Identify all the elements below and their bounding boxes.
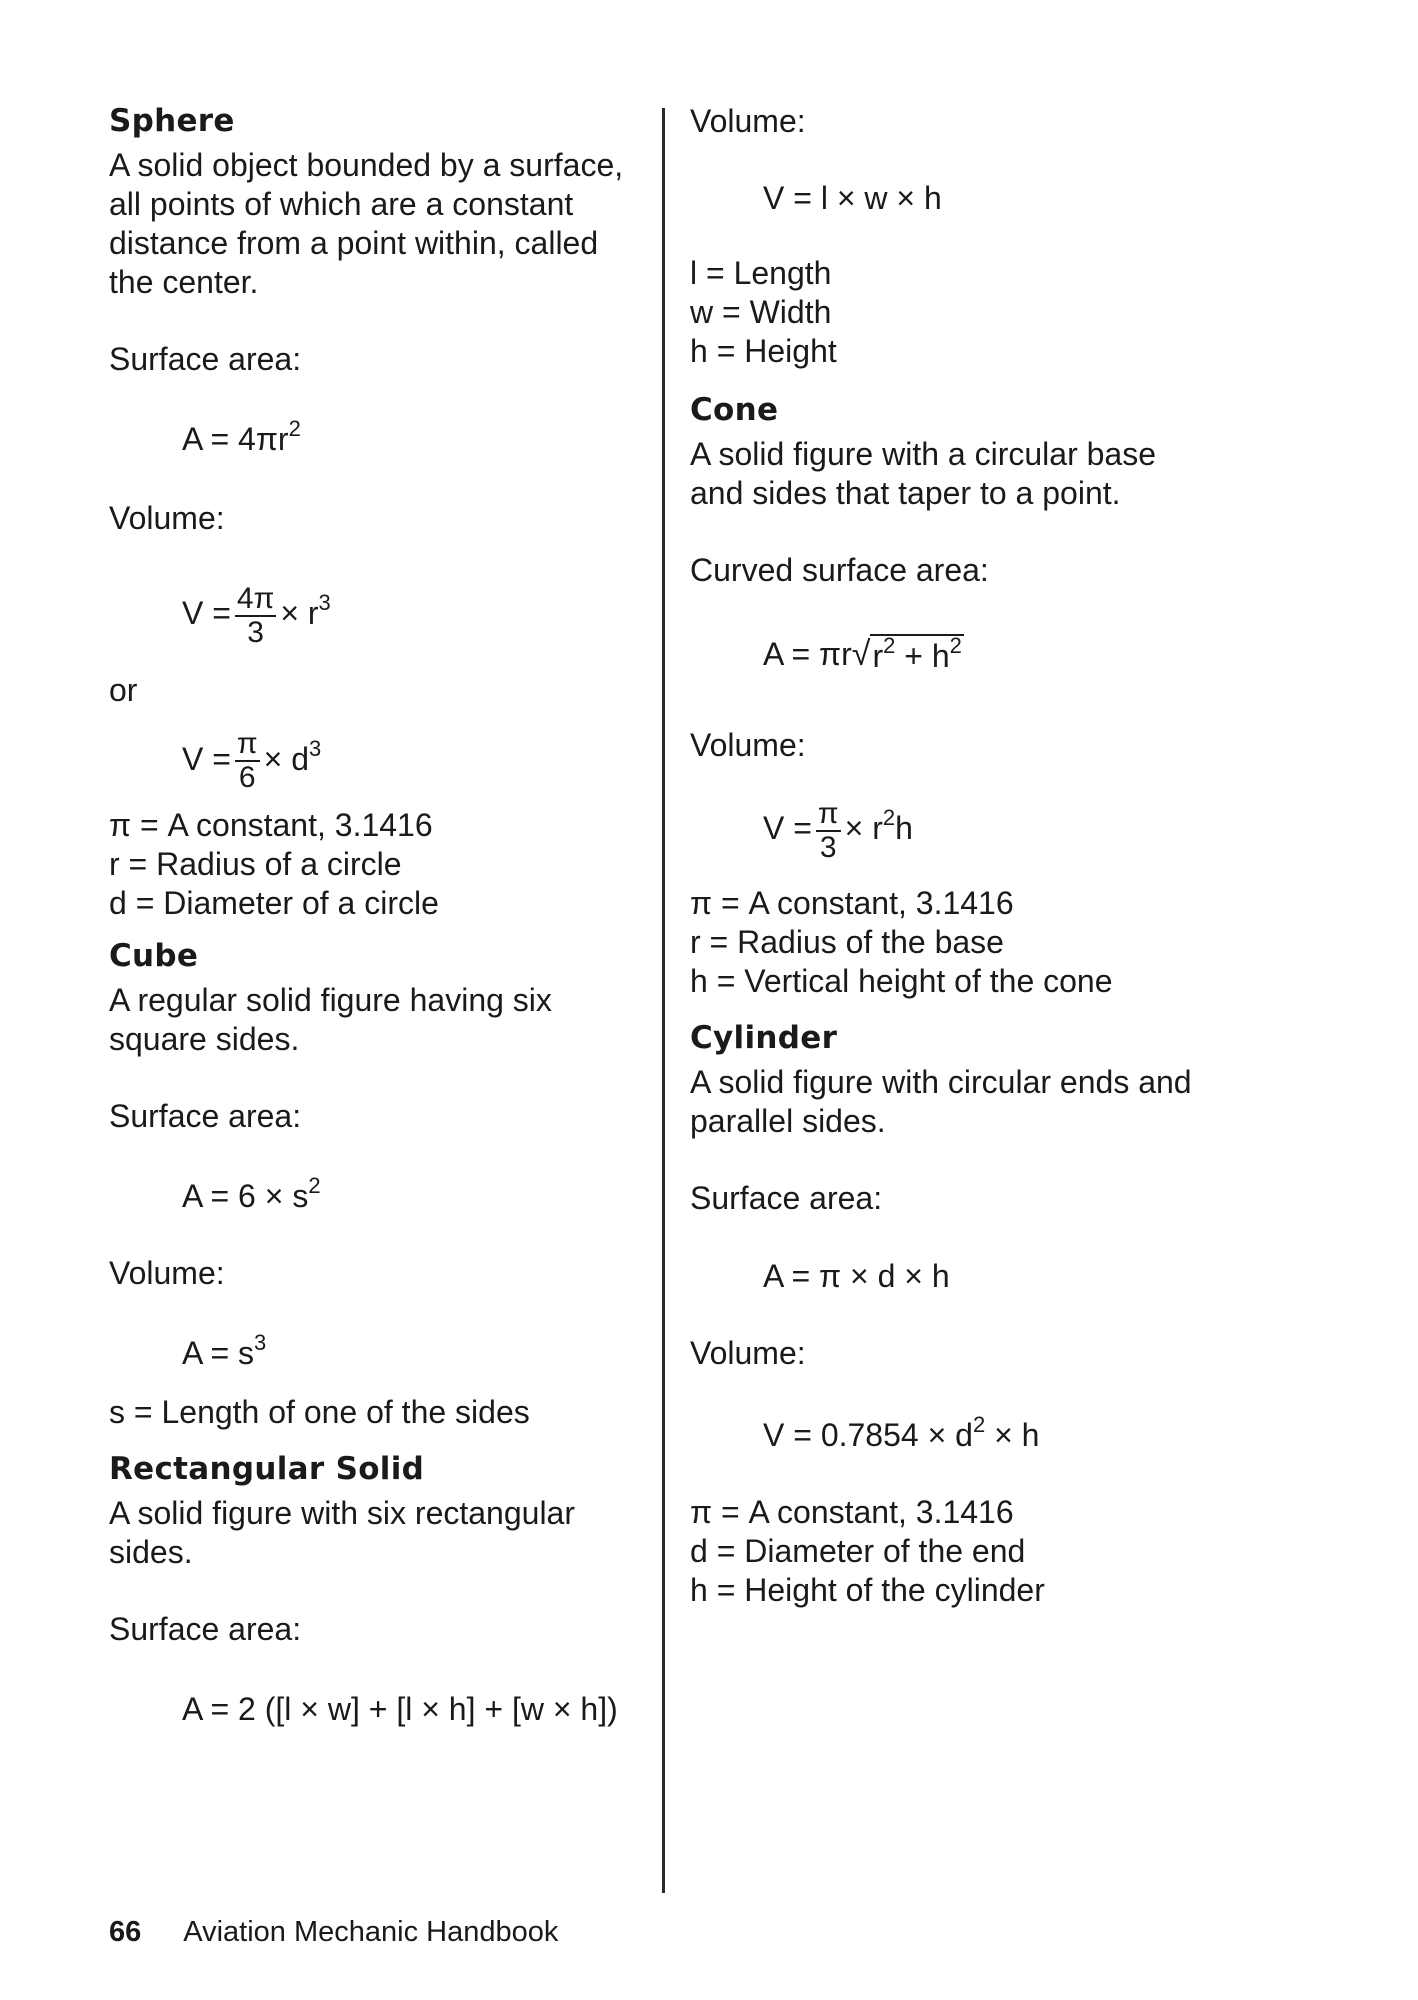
sphere-desc-line: A solid object bounded by a surface, [109, 147, 624, 183]
legend-line: r = Radius of a circle [109, 846, 402, 883]
right-column [690, 96, 1250, 1610]
left-column [109, 96, 649, 1729]
cylinder-desc-line: A solid figure with circular ends and [690, 1063, 1192, 1100]
cylinder-surface-formula: A = π × d × h [763, 1257, 950, 1294]
legend-line: d = Diameter of the end [690, 1532, 1026, 1569]
column-divider [662, 108, 665, 1893]
book-title: Aviation Mechanic Handbook [183, 1916, 559, 1948]
legend-line: π = A constant, 3.1416 [690, 884, 1014, 921]
page-footer [109, 1912, 558, 1952]
cone-desc-line: and sides that taper to a point. [690, 475, 1121, 511]
fraction: $\frac{\pi}{6}$ [236, 727, 258, 795]
legend-line: π = A constant, 3.1416 [109, 807, 433, 844]
cone-desc-line: A solid figure with a circular base [690, 436, 1156, 472]
rect-heading: Rectangular Solid [109, 1451, 425, 1488]
cube-volume-label: Volume: [109, 1255, 225, 1292]
cylinder-volume-label: Volume: [690, 1334, 806, 1371]
square-root: √ $r^2 + h^2$ [851, 633, 962, 674]
sphere-section [109, 96, 649, 923]
fraction: $\frac{\pi}{3}$ [817, 796, 839, 864]
cone-surface-label: Curved surface area: [690, 552, 989, 588]
legend-line: π = A constant, 3.1416 [690, 1493, 1014, 1530]
cone-surface-formula: A = πr √ $r^2 + h^2$ [763, 633, 962, 674]
rect-volume-section [690, 96, 1250, 371]
legend-line: d = Diameter of a circle [109, 885, 439, 922]
cylinder-heading: Cylinder [690, 1019, 838, 1056]
cube-desc-line: A regular solid figure having six [109, 982, 552, 1019]
rect-volume-formula: V = l × w × h [763, 180, 942, 216]
rect-desc-line: sides. [109, 1534, 193, 1571]
sphere-volume-formula: V = $\frac{4\pi}{3}$ × $r^3$ [182, 581, 331, 649]
sphere-surface-formula: $A = 4\pi r^2$ [182, 416, 301, 457]
rect-desc-line: A solid figure with six rectangular [109, 1495, 575, 1532]
cube-surface-formula: $A = 6 \times s^2$ [182, 1173, 321, 1215]
sphere-desc-line: the center. [109, 264, 259, 300]
rect-surface-formula: A = 2 ([l × w] + [l × h] + [w × h]) [182, 1691, 618, 1728]
cube-heading: Cube [109, 938, 199, 975]
sphere-desc-line: distance from a point within, called [109, 225, 599, 261]
legend-line: r = Radius of the base [690, 923, 1004, 960]
cylinder-surface-label: Surface area: [690, 1179, 883, 1216]
legend-line: h = Vertical height of the cone [690, 962, 1113, 999]
sphere-surface-label: Surface area: [109, 341, 302, 377]
rectangular-solid-section [109, 1444, 649, 1729]
cone-section [690, 385, 1250, 1001]
cone-volume-label: Volume: [690, 727, 806, 763]
page-number: 66 [109, 1916, 142, 1948]
rect-surface-label: Surface area: [109, 1611, 302, 1648]
cube-volume-formula: $A = s^3$ [182, 1330, 267, 1372]
or-text: or [109, 671, 138, 708]
legend-line: w = Width [690, 294, 832, 330]
legend-line: h = Height [690, 333, 837, 369]
cylinder-volume-formula: $V = 0.7854 \times d^2 \times h$ [763, 1411, 1040, 1453]
cube-desc-line: square sides. [109, 1021, 300, 1058]
sphere-volume-label: Volume: [109, 500, 225, 536]
fraction: $\frac{4\pi}{3}$ [236, 581, 275, 649]
legend-line: l = Length [690, 255, 832, 291]
sphere-volume-alt-formula: V = $\frac{\pi}{6}$ × $d^3$ [182, 727, 322, 795]
cone-volume-formula: V = $\frac{\pi}{3}$ × $r^2h$ [763, 796, 913, 864]
legend-line: s = Length of one of the sides [109, 1394, 530, 1431]
cone-heading: Cone [690, 392, 779, 428]
sphere-heading: Sphere [109, 103, 235, 139]
rect-volume-label: Volume: [690, 103, 806, 139]
sphere-desc-line: all points of which are a constant [109, 186, 574, 222]
cylinder-desc-line: parallel sides. [690, 1102, 886, 1139]
cube-surface-label: Surface area: [109, 1098, 302, 1135]
legend-line: h = Height of the cylinder [690, 1571, 1045, 1608]
cylinder-section [690, 1013, 1250, 1610]
cube-section [109, 931, 649, 1432]
